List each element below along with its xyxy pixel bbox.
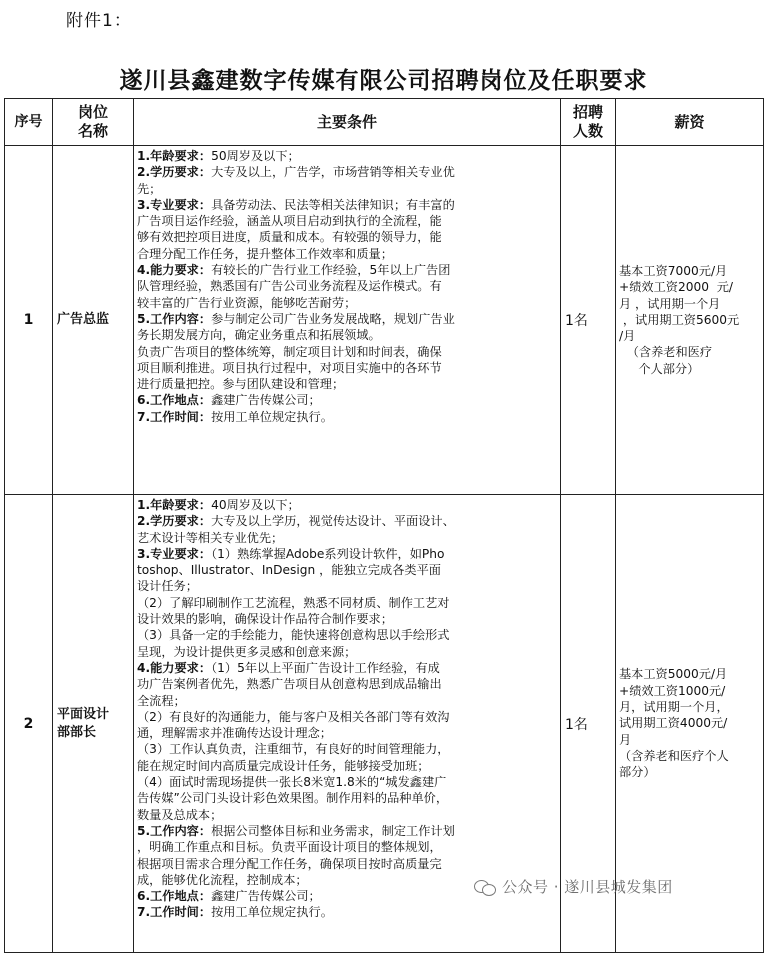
- salary-line: （含养老和医疗: [619, 345, 713, 360]
- requirement-line: [137, 709, 557, 725]
- requirement-text: （2）有良好的沟通能力，能与客户及相关各部门等有效沟: [137, 709, 450, 724]
- requirement-line: [137, 595, 557, 611]
- requirement-line: [137, 262, 557, 278]
- requirement-text: （1）5年以上平面广告设计工作经验，有成: [211, 660, 440, 675]
- requirement-text: 40周岁及以下；: [211, 498, 300, 512]
- requirement-text: 队管理经验，熟悉国有广告公司业务流程及运作模式。有: [137, 279, 442, 294]
- requirement-text: ，明确工作重点和目标。负责平面设计项目的整体规划，: [137, 840, 442, 855]
- requirement-line: [137, 409, 557, 425]
- requirement-text: 按用工单位规定执行。: [211, 905, 333, 920]
- requirement-text: 先；: [137, 181, 162, 196]
- salary-lines: [619, 263, 763, 377]
- salary-line: +绩效工资2000 元/: [619, 280, 734, 295]
- requirement-text: （3）工作认真负责，注重细节，有良好的时间管理能力，: [137, 742, 450, 757]
- requirement-text: 较丰富的广告行业资源，能够吃苦耐劳；: [137, 295, 357, 310]
- requirement-line: [137, 278, 557, 294]
- requirement-text: 设计效果的影响，确保设计作品符合制作要求；: [137, 612, 393, 627]
- requirement-text: 成，能够优化流程，控制成本；: [137, 872, 308, 887]
- requirement-text: （2）了解印刷制作工艺流程，熟悉不同材质、制作工艺对: [137, 595, 450, 610]
- requirement-label: 3.专业要求：: [137, 546, 212, 561]
- requirement-line: [137, 327, 557, 343]
- requirement-line: [137, 513, 557, 529]
- requirement-text: 鑫建广告传媒公司；: [211, 393, 321, 408]
- requirement-text: 艺术设计等相关专业优先；: [137, 530, 284, 545]
- salary-line: 基本工资7000元/月: [619, 263, 728, 278]
- salary-line: 试用期工资4000元/: [619, 716, 728, 731]
- row-count: 1名: [561, 146, 616, 495]
- requirement-text: 告传媒”公司门头设计彩色效果图。制作用料的品种单价，: [137, 791, 449, 806]
- requirement-text: 根据项目需求合理分配工作任务，确保项目按时高质量完: [137, 856, 442, 871]
- requirement-line: [137, 164, 557, 180]
- requirement-text: 参与制定公司广告业务发展战略，规划广告业: [211, 311, 455, 326]
- salary-line: （含养老和医疗个人: [619, 748, 729, 763]
- salary-line: 月 ，试用期一个月: [619, 296, 721, 311]
- requirement-label: 7.工作时间：: [137, 905, 212, 920]
- requirement-line: [137, 197, 557, 213]
- requirement-label: 2.学历要求：: [137, 165, 212, 180]
- requirement-label: 4.能力要求：: [137, 263, 212, 278]
- requirement-text: 鑫建广告传媒公司；: [211, 889, 321, 904]
- requirement-text: 能在规定时间内高质量完成设计任务，能够接受加班；: [137, 758, 430, 773]
- requirement-text: 务长期发展方向，确定业务重点和拓展领域。: [137, 328, 381, 343]
- salary-line: ，试用期工资5600元: [619, 312, 740, 327]
- requirement-label: 1.年龄要求：: [137, 149, 212, 163]
- header-position-line2: 名称: [77, 122, 108, 140]
- requirement-line: [137, 246, 557, 262]
- requirement-text: 负责广告项目的整体统筹，制定项目计划和时间表，确保: [137, 344, 442, 359]
- requirement-line: [137, 856, 557, 872]
- requirement-label: 2.学历要求：: [137, 514, 212, 529]
- requirement-text: 按用工单位规定执行。: [211, 409, 333, 424]
- row-seq: 2: [5, 495, 53, 953]
- row-count: 1名: [561, 495, 616, 953]
- table-header-row: [5, 99, 764, 146]
- requirement-text: 功广告案例者优先，熟悉广告项目从创意构思到成品输出: [137, 677, 442, 692]
- position-name-line: 广告总监: [57, 312, 110, 327]
- requirement-text: 根据公司整体目标和业务需求，制定工作计划: [211, 823, 455, 838]
- requirement-line: [137, 311, 557, 327]
- requirement-line: [137, 611, 557, 627]
- requirement-text: 数量及总成本；: [137, 807, 223, 822]
- requirement-text: 通，理解需求并准确传达设计理念；: [137, 726, 332, 741]
- requirement-text: （4）面试时需现场提供一张长8米宽1.8米的“城发鑫建广: [137, 775, 447, 790]
- row-requirements: [134, 146, 561, 495]
- requirement-line: [137, 839, 557, 855]
- requirement-label: 3.专业要求：: [137, 197, 212, 212]
- requirement-line: [137, 693, 557, 709]
- requirement-line: [137, 660, 557, 676]
- watermark: [474, 876, 673, 897]
- requirement-line: [137, 148, 557, 164]
- row-salary: [616, 146, 764, 495]
- header-count: [561, 99, 616, 146]
- requirement-text: 大专及以上，广告学，市场营销等相关专业优: [211, 165, 455, 180]
- position-name-line: 平面设计: [57, 706, 110, 722]
- header-salary: 薪资: [616, 99, 764, 146]
- requirement-line: [137, 741, 557, 757]
- requirement-line: [137, 627, 557, 643]
- requirement-line: [137, 344, 557, 360]
- salary-line: +绩效工资1000元/: [619, 683, 726, 698]
- requirement-line: [137, 807, 557, 823]
- row-position: [53, 495, 134, 953]
- requirement-line: [137, 904, 557, 920]
- requirement-line: [137, 676, 557, 692]
- row-position: [53, 146, 134, 495]
- requirement-line: [137, 530, 557, 546]
- requirement-text: 项目顺利推进。项目执行过程中，对项目实施中的各环节: [137, 360, 442, 375]
- requirement-line: [137, 295, 557, 311]
- requirement-line: [137, 823, 557, 839]
- requirement-lines: [137, 497, 557, 921]
- salary-line: 部分）: [619, 765, 656, 780]
- requirement-line: [137, 181, 557, 197]
- watermark-text: 公众号 · 遂川县城发集团: [502, 878, 673, 896]
- header-count-line2: 人数: [572, 122, 603, 140]
- requirement-line: [137, 546, 557, 562]
- requirement-line: [137, 790, 557, 806]
- table-row: [5, 146, 764, 495]
- requirement-line: [137, 774, 557, 790]
- header-count-line1: 招聘: [572, 103, 603, 121]
- salary-line: 月，试用期一个月，: [619, 700, 729, 715]
- requirement-line: [137, 229, 557, 245]
- requirement-text: 呈现，为设计提供更多灵感和创意来源；: [137, 644, 357, 659]
- requirement-text: 合理分配工作任务，提升整体工作效率和质量；: [137, 246, 393, 261]
- requirement-text: 有较长的广告行业工作经验，5年以上广告团: [211, 263, 451, 278]
- requirement-line: [137, 758, 557, 774]
- requirement-text: 具备劳动法、民法等相关法律知识；有丰富的: [211, 197, 455, 212]
- salary-line: /月: [619, 329, 636, 344]
- requirement-label: 6.工作地点：: [137, 393, 212, 408]
- requirement-line: [137, 497, 557, 513]
- requirement-label: 5.工作内容：: [137, 823, 212, 838]
- requirement-label: 7.工作时间：: [137, 409, 212, 424]
- requirement-text: （3）具备一定的手绘能力，能快速将创意构思以手绘形式: [137, 628, 450, 643]
- requirement-label: 6.工作地点：: [137, 889, 212, 904]
- header-position: [53, 99, 134, 146]
- requirement-text: 进行质量把控。参与团队建设和管理；: [137, 377, 345, 392]
- requirement-text: 广告项目运作经验，涵盖从项目启动到执行的全流程，能: [137, 214, 442, 229]
- requirement-line: [137, 562, 557, 578]
- position-lines: [57, 706, 133, 742]
- header-position-line1: 岗位: [77, 103, 108, 121]
- requirement-line: [137, 578, 557, 594]
- requirement-line: [137, 213, 557, 229]
- requirement-line: [137, 392, 557, 408]
- requirement-label: 5.工作内容：: [137, 311, 212, 326]
- salary-lines: [619, 666, 763, 780]
- requirement-line: [137, 360, 557, 376]
- header-requirements: 主要条件: [134, 99, 561, 146]
- requirement-text: 50周岁及以下；: [211, 149, 300, 163]
- row-seq: 1: [5, 146, 53, 495]
- attachment-label: 附件1：: [66, 11, 132, 31]
- salary-line: 基本工资5000元/月: [619, 667, 728, 682]
- requirement-text: （1）熟练掌握Adobe系列设计软件，如Pho: [211, 546, 445, 561]
- position-name-line: 部部长: [57, 724, 97, 740]
- requirement-lines: [137, 148, 557, 425]
- header-seq: 序号: [5, 99, 53, 146]
- requirement-text: 大专及以上学历，视觉传达设计、平面设计、: [211, 514, 455, 529]
- requirement-text: 全流程；: [137, 693, 186, 708]
- requirement-line: [137, 644, 557, 660]
- requirement-label: 1.年龄要求：: [137, 498, 212, 512]
- requirement-line: [137, 725, 557, 741]
- requirement-text: 设计任务；: [137, 579, 198, 594]
- salary-line: 个人部分）: [619, 361, 700, 376]
- page-title: 遂川县鑫建数字传媒有限公司招聘岗位及任职要求: [119, 68, 648, 94]
- salary-line: 月: [619, 732, 632, 747]
- wechat-icon: [474, 878, 496, 896]
- requirement-label: 4.能力要求：: [137, 660, 212, 675]
- job-requirements-table: [4, 98, 764, 953]
- requirement-text: 够有效把控项目进度，质量和成本。有较强的领导力，能: [137, 230, 442, 245]
- requirement-text: toshop、Illustrator、InDesign ，能独立完成各类平面: [137, 563, 441, 578]
- requirement-line: [137, 376, 557, 392]
- position-lines: [57, 311, 133, 329]
